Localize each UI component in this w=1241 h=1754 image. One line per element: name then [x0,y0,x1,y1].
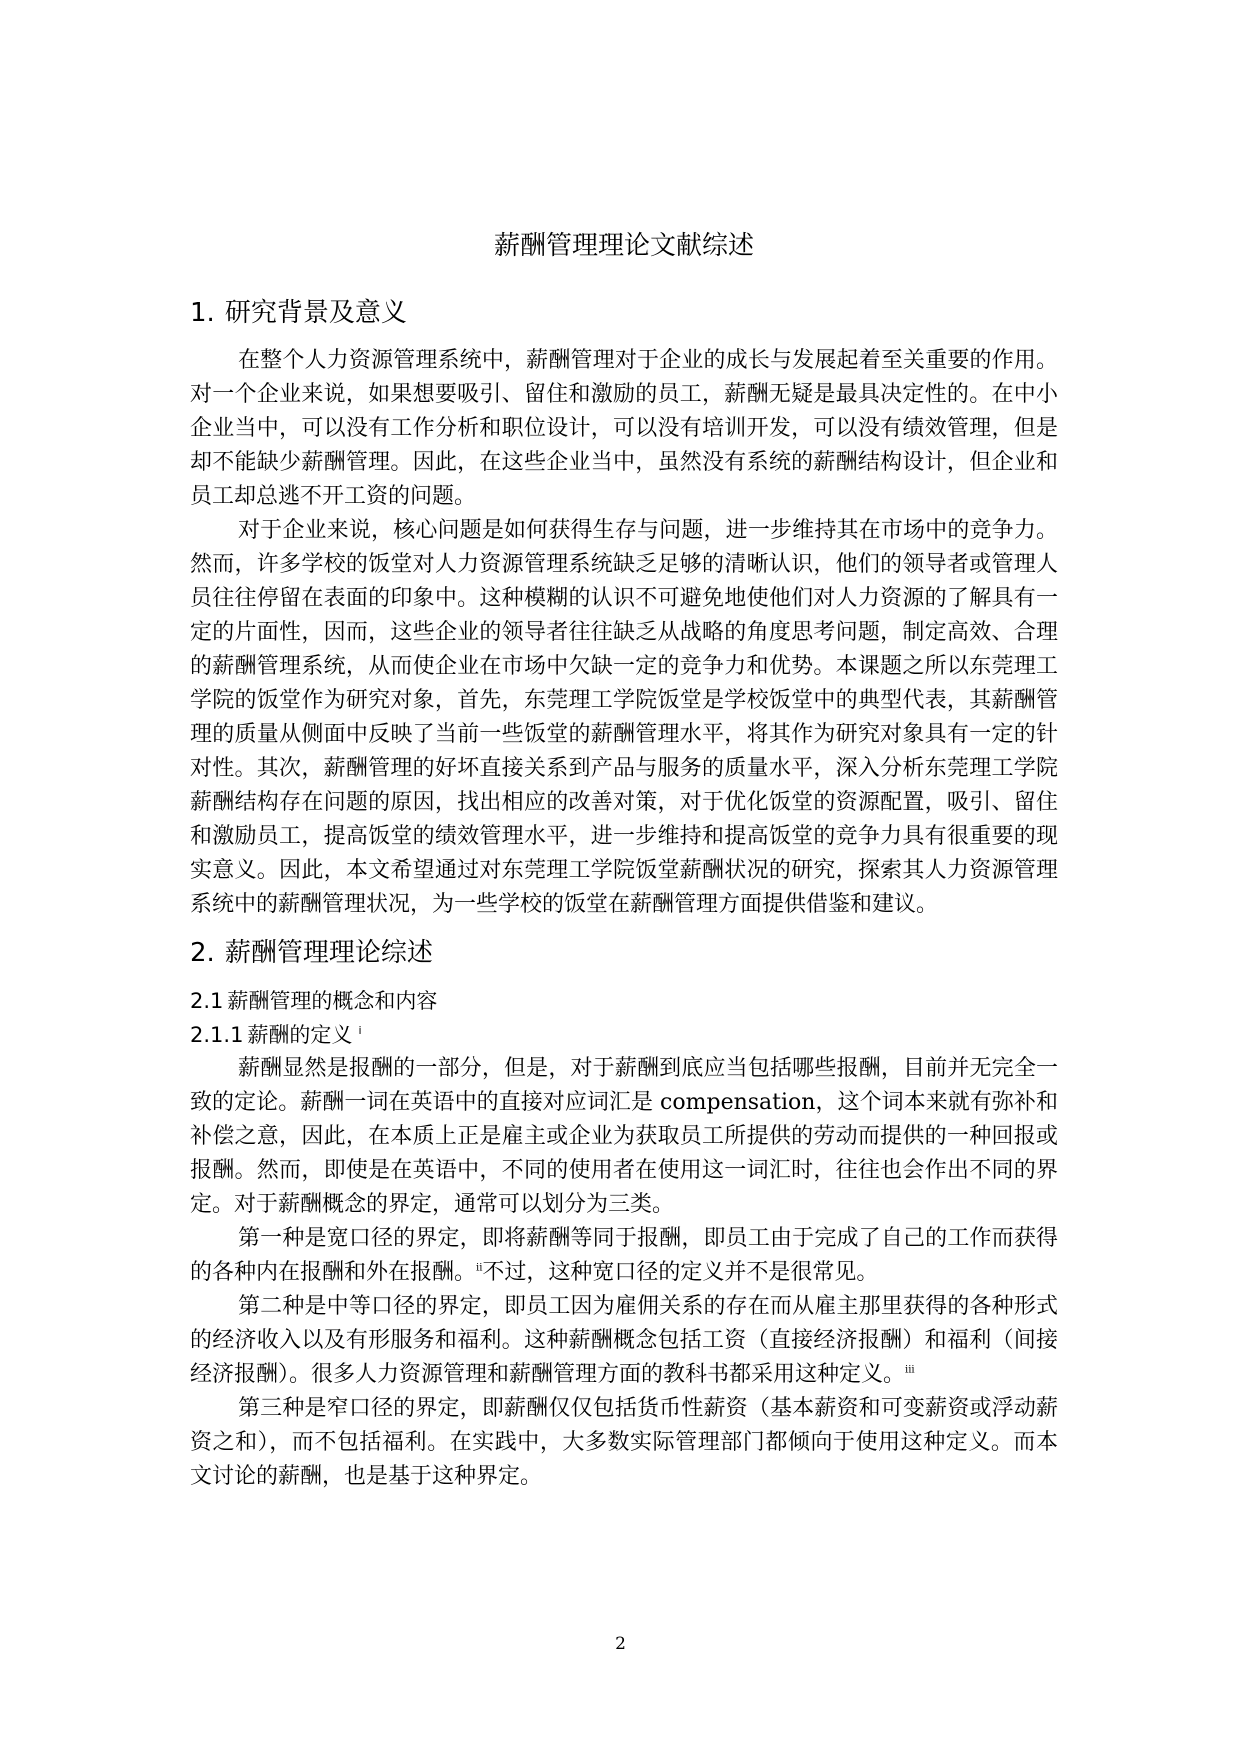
footnote-ref-i: i [358,1024,362,1037]
definition-paragraph-2 [190,1222,1058,1290]
section-1-number: 1. [190,298,215,328]
definition-paragraph-2-text-a: 第一种是宽口径的界定，即将薪酬等同于报酬，即员工由于完成了自己的工作而获得的各种内在报酬和外在报酬。 [190,1226,1058,1285]
subsection-2-1-1-heading [190,1018,1058,1052]
definition-paragraph-3-text: 第二种是中等口径的界定，即员工因为雇佣关系的存在而从雇主那里获得的各种形式的经济收入以及有形服务和福利。这种薪酬概念包括工资（直接经济报酬）和福利（间接经济报酬）。很多人力资源管理和薪酬管理方面的教科书都采用这种定义。 [190,1294,1058,1387]
section-2-number: 2. [190,938,215,968]
section-1-title: 研究背景及意义 [224,298,407,328]
page-content [190,226,1058,1494]
definition-paragraph-3 [190,1290,1058,1392]
subsection-2-1-1-title: 薪酬的定义 [247,1023,353,1047]
document-title: 薪酬管理理论文献综述 [493,231,754,261]
definition-paragraph-4: 第三种是窄口径的界定，即薪酬仅仅包括货币性薪资（基本薪资和可变薪资或浮动薪资之和），而不包括福利。在实践中，大多数实际管理部门都倾向于使用这种定义。而本文讨论的薪酬，也是基于这种界定。 [190,1396,1058,1489]
subsection-2-1-number: 2.1 [190,989,224,1013]
footnote-ref-ii: ii [476,1262,483,1274]
section-1-heading [190,288,1058,338]
subsection-2-1-title: 薪酬管理的概念和内容 [227,989,438,1013]
definition-paragraph-2-text-b: 不过，这种宽口径的定义并不是很常见。 [482,1260,879,1285]
section-1-paragraph-1: 在整个人力资源管理系统中，薪酬管理对于企业的成长与发展起着至关重要的作用。对一个企业来说，如果想要吸引、留住和激励的员工，薪酬无疑是最具决定性的。在中小企业当中，可以没有工作分析和职位设计，可以没有培训开发，可以没有绩效管理，但是却不能缺少薪酬管理。因此，在这些企业当中，虽然没有系统的薪酬结构设计，但企业和员工却总逃不开工资的问题。 [190,348,1058,509]
subsection-2-1-heading [190,984,1058,1018]
section-1-paragraph-2: 对于企业来说，核心问题是如何获得生存与问题，进一步维持其在市场中的竞争力。然而，许多学校的饭堂对人力资源管理系统缺乏足够的清晰认识，他们的领导者或管理人员往往停留在表面的印象中。这种模糊的认识不可避免地使他们对人力资源的了解具有一定的片面性，因而，这些企业的领导者往往缺乏从战略的角度思考问题，制定高效、合理的薪酬管理系统，从而使企业在市场中欠缺一定的竞争力和优势。本课题之所以东莞理工学院的饭堂作为研究对象，首先，东莞理工学院饭堂是学校饭堂中的典型代表，其薪酬管理的质量从侧面中反映了当前一些饭堂的薪酬管理水平，将其作为研究对象具有一定的针对性。其次，薪酬管理的好坏直接关系到产品与服务的质量水平，深入分析东莞理工学院薪酬结构存在问题的原因，找出相应的改善对策，对于优化饭堂的资源配置，吸引、留住和激励员工，提高饭堂的绩效管理水平，进一步维持和提高饭堂的竞争力具有很重要的现实意义。因此，本文希望通过对东莞理工学院饭堂薪酬状况的研究，探索其人力资源管理系统中的薪酬管理状况，为一些学校的饭堂在薪酬管理方面提供借鉴和建议。 [190,518,1058,917]
section-2-title: 薪酬管理理论综述 [224,938,433,968]
footnote-ref-iii: iii [905,1364,915,1376]
page-number: 2 [615,1634,626,1654]
definition-paragraph-1: 薪酬显然是报酬的一部分，但是，对于薪酬到底应当包括哪些报酬，目前并无完全一致的定论。薪酬一词在英语中的直接对应词汇是 compensation，这个词本来就有弥补和补偿之意，因此，在本质上正是雇主或企业为获取员工所提供的劳动而提供的一种回报或报酬。然而，即使是在英语中，不同的使用者在使用这一词汇时，往往也会作出不同的界定。对于薪酬概念的界定，通常可以划分为三类。 [190,1056,1058,1217]
section-2-heading [190,928,1058,978]
subsection-2-1-1-number: 2.1.1 [190,1023,244,1047]
